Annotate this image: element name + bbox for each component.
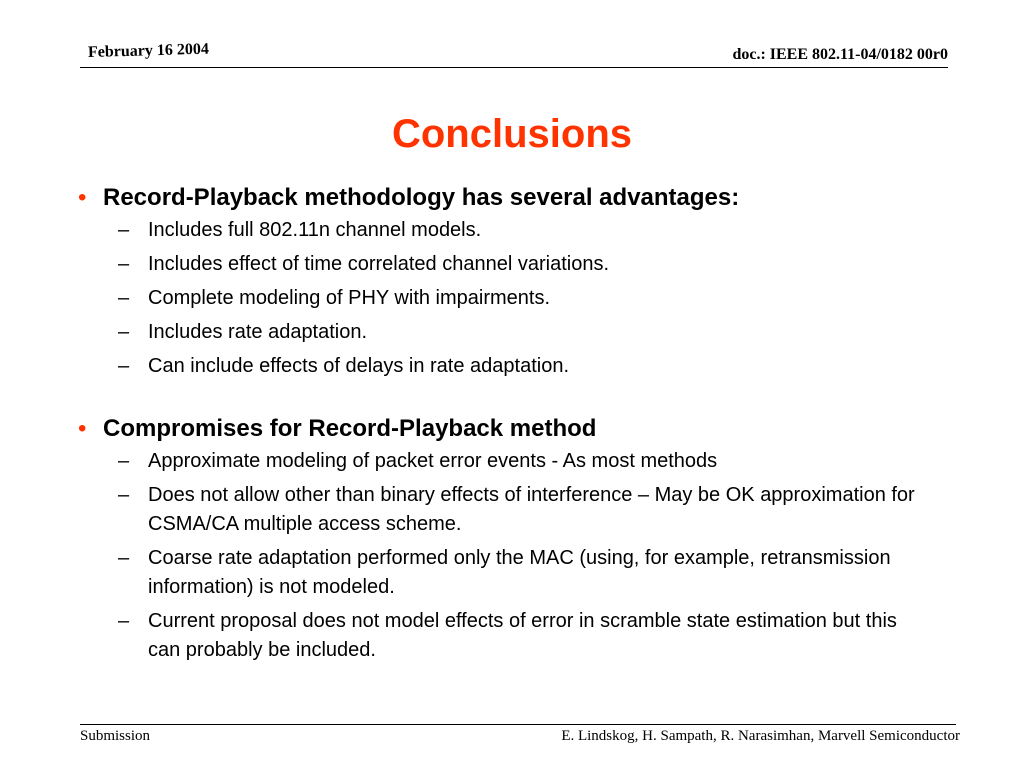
dash-icon: – bbox=[118, 484, 130, 506]
slide-body bbox=[78, 180, 958, 670]
list-item-text: Approximate modeling of packet error events - As most methods bbox=[148, 450, 718, 472]
section-advantages bbox=[78, 180, 958, 381]
bullet-icon: • bbox=[78, 184, 87, 211]
footer-divider bbox=[80, 724, 956, 725]
footer-submission: Submission bbox=[80, 728, 151, 744]
list-item-text: Can include effects of delays in rate adaptation. bbox=[148, 355, 570, 377]
header-date: February 16 2004 bbox=[87, 40, 210, 61]
section-compromises bbox=[78, 411, 958, 665]
list-item bbox=[118, 216, 958, 245]
bullet-compromises bbox=[78, 411, 958, 447]
list-item bbox=[118, 250, 958, 279]
slide-title: Conclusions bbox=[391, 112, 633, 156]
dash-icon: – bbox=[118, 219, 130, 241]
dash-icon: – bbox=[118, 321, 130, 343]
list-item-text: Current proposal does not model effects of error in scramble state estimation but this can probably be included. bbox=[148, 610, 897, 661]
bullet-heading: Compromises for Record-Playback method bbox=[103, 415, 597, 442]
footer-authors: E. Lindskog, H. Sampath, R. Narasimhan, Marvell Semiconductor bbox=[561, 728, 960, 744]
list-item-text: Does not allow other than binary effects of interference – May be OK approximation for CSMA/CA multiple access scheme. bbox=[148, 484, 915, 535]
list-item-text: Includes full 802.11n channel models. bbox=[148, 219, 482, 241]
list-item-text: Includes effect of time correlated channel variations. bbox=[148, 253, 609, 275]
dash-icon: – bbox=[118, 355, 130, 377]
dash-icon: – bbox=[118, 547, 130, 569]
list-item bbox=[118, 607, 958, 665]
sub-list-compromises bbox=[78, 447, 958, 665]
bullet-heading: Record-Playback methodology has several advantages: bbox=[103, 184, 740, 211]
dash-icon: – bbox=[118, 610, 130, 632]
list-item bbox=[118, 544, 958, 602]
header-divider bbox=[80, 67, 948, 68]
list-item bbox=[118, 447, 958, 476]
dash-icon: – bbox=[118, 287, 130, 309]
list-item bbox=[118, 481, 958, 539]
list-item-text: Coarse rate adaptation performed only the MAC (using, for example, retransmission information) is not modeled. bbox=[148, 547, 891, 598]
bullet-advantages bbox=[78, 180, 958, 216]
list-item-text: Complete modeling of PHY with impairments. bbox=[148, 287, 551, 309]
dash-icon: – bbox=[118, 450, 130, 472]
bullet-icon: • bbox=[78, 415, 87, 442]
header-doc-id: doc.: IEEE 802.11-04/0182 00r0 bbox=[732, 46, 948, 63]
list-item bbox=[118, 352, 958, 381]
list-item-text: Includes rate adaptation. bbox=[148, 321, 368, 343]
dash-icon: – bbox=[118, 253, 130, 275]
list-item bbox=[118, 318, 958, 347]
sub-list-advantages bbox=[78, 216, 958, 381]
list-item bbox=[118, 284, 958, 313]
